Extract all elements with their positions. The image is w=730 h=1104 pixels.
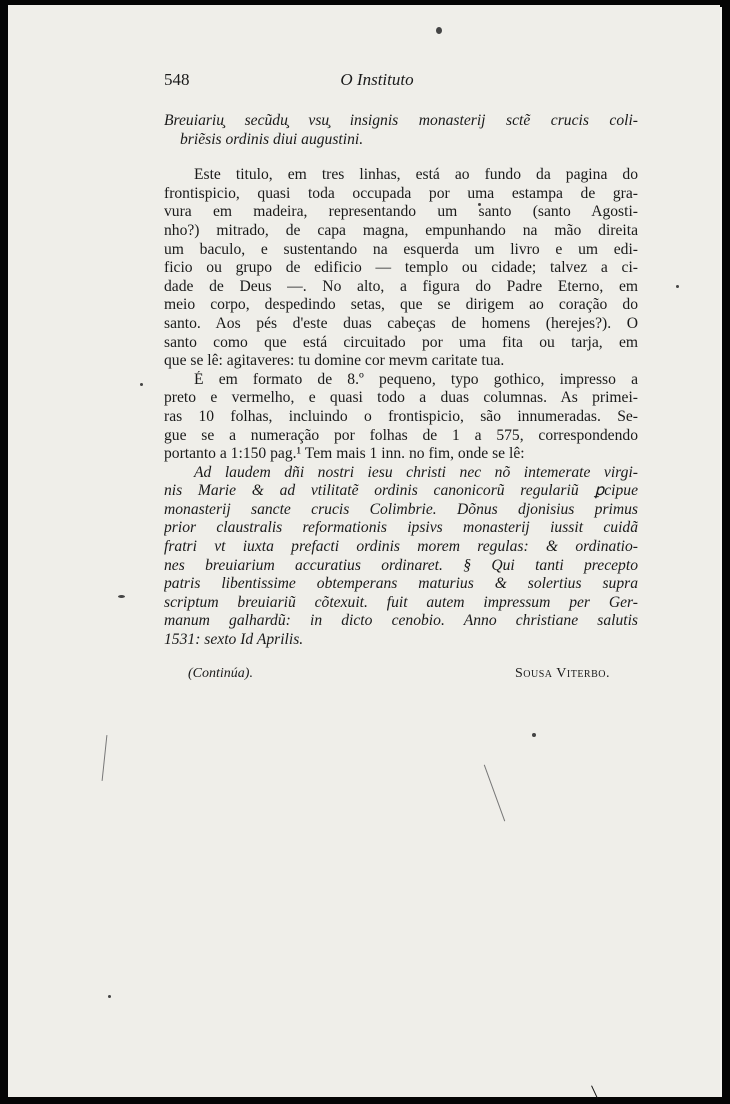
text-line: portanto a 1:150 pag.¹ Tem mais 1 inn. no fim, onde se lê: [164, 445, 525, 463]
page-footer [188, 666, 610, 686]
page-number: 548 [164, 70, 190, 89]
author-signature: Sousa Viterbo. [515, 666, 610, 681]
body-text [164, 112, 638, 650]
paragraph-description [164, 166, 638, 371]
text-line: nis Marie & ad vtilitatẽ ordinis canonicorũ regulariũ ꝑcipue [164, 482, 638, 500]
text-line: patris libentissime obtemperans maturius & solertius supra [164, 575, 638, 593]
paragraph-format [164, 371, 638, 464]
continued-note: (Continúa). [188, 666, 253, 681]
text-line: nes breuiarium accuratius ordinaret. § Qui tanti precepto [164, 556, 638, 574]
text-line: Breuiariu̧ secũdu̧ vsu̧ insignis monasterij sctẽ crucis coli- [164, 112, 638, 129]
text-line: santo. Aos pés d'este duas cabeças de homens (herejes?). O [164, 314, 638, 332]
text-line: frontispicio, quasi toda occupada por uma estampa de gra- [164, 184, 638, 202]
text-line: monasterij sancte crucis Colimbrie. Dõnus djonisius primus [164, 500, 638, 518]
text-line: É em formato de 8.º pequeno, typo gothico, impresso a [194, 370, 638, 388]
text-line: scriptum breuiariũ cõtexuit. fuit autem impressum per Ger- [164, 593, 638, 611]
text-line: preto e vermelho, e quasi todo a duas columnas. As primei- [164, 389, 638, 407]
running-title: O Instituto [340, 70, 414, 89]
text-line: que se lê: agitaveres: tu domine cor mevm caritate tua. [164, 352, 505, 370]
text-line: dade de Deus —. No alto, a figura do Padre Eterno, em [164, 277, 638, 295]
text-line: nho?) mitrado, de capa magna, empunhando na mão direita [164, 221, 638, 239]
text-line: ficio ou grupo de edificio — templo ou cidade; talvez a ci- [164, 259, 638, 277]
text-line: santo como que está circuitado por uma fita ou tarja, em [164, 333, 638, 351]
text-line: gue se a numeração por folhas de 1 a 575, correspondendo [164, 426, 638, 444]
text-line: manum galhardũ: in dicto cenobio. Anno christiane salutis [164, 612, 638, 630]
text-line: Este titulo, em tres linhas, está ao fundo da pagina do [194, 166, 638, 184]
book-title-quote [164, 112, 638, 149]
text-line: meio corpo, despedindo setas, que se dirigem ao coração do [164, 296, 638, 314]
text-line: um baculo, e sustentando na esquerda um livro e um edi- [164, 240, 638, 258]
page-header [164, 70, 590, 92]
paragraph-colophon [164, 464, 638, 650]
text-line: Ad laudem dñi nostri iesu christi nec nõ intemerate virgi- [194, 463, 638, 481]
text-line: fratri vt iuxta prefacti ordinis morem regulas: & ordinatio- [164, 538, 638, 556]
text-line: ras 10 folhas, incluindo o frontispicio, são innumeradas. Se- [164, 407, 638, 425]
text-line: prior claustralis reformationis ipsivs monasterij iussit cuidã [164, 519, 638, 537]
text-line: 1531: sexto Id Aprilis. [164, 631, 304, 649]
text-line: vura em madeira, representando um santo (santo Agosti- [164, 203, 638, 221]
text-line: briẽsis ordinis diui augustini. [180, 130, 364, 148]
